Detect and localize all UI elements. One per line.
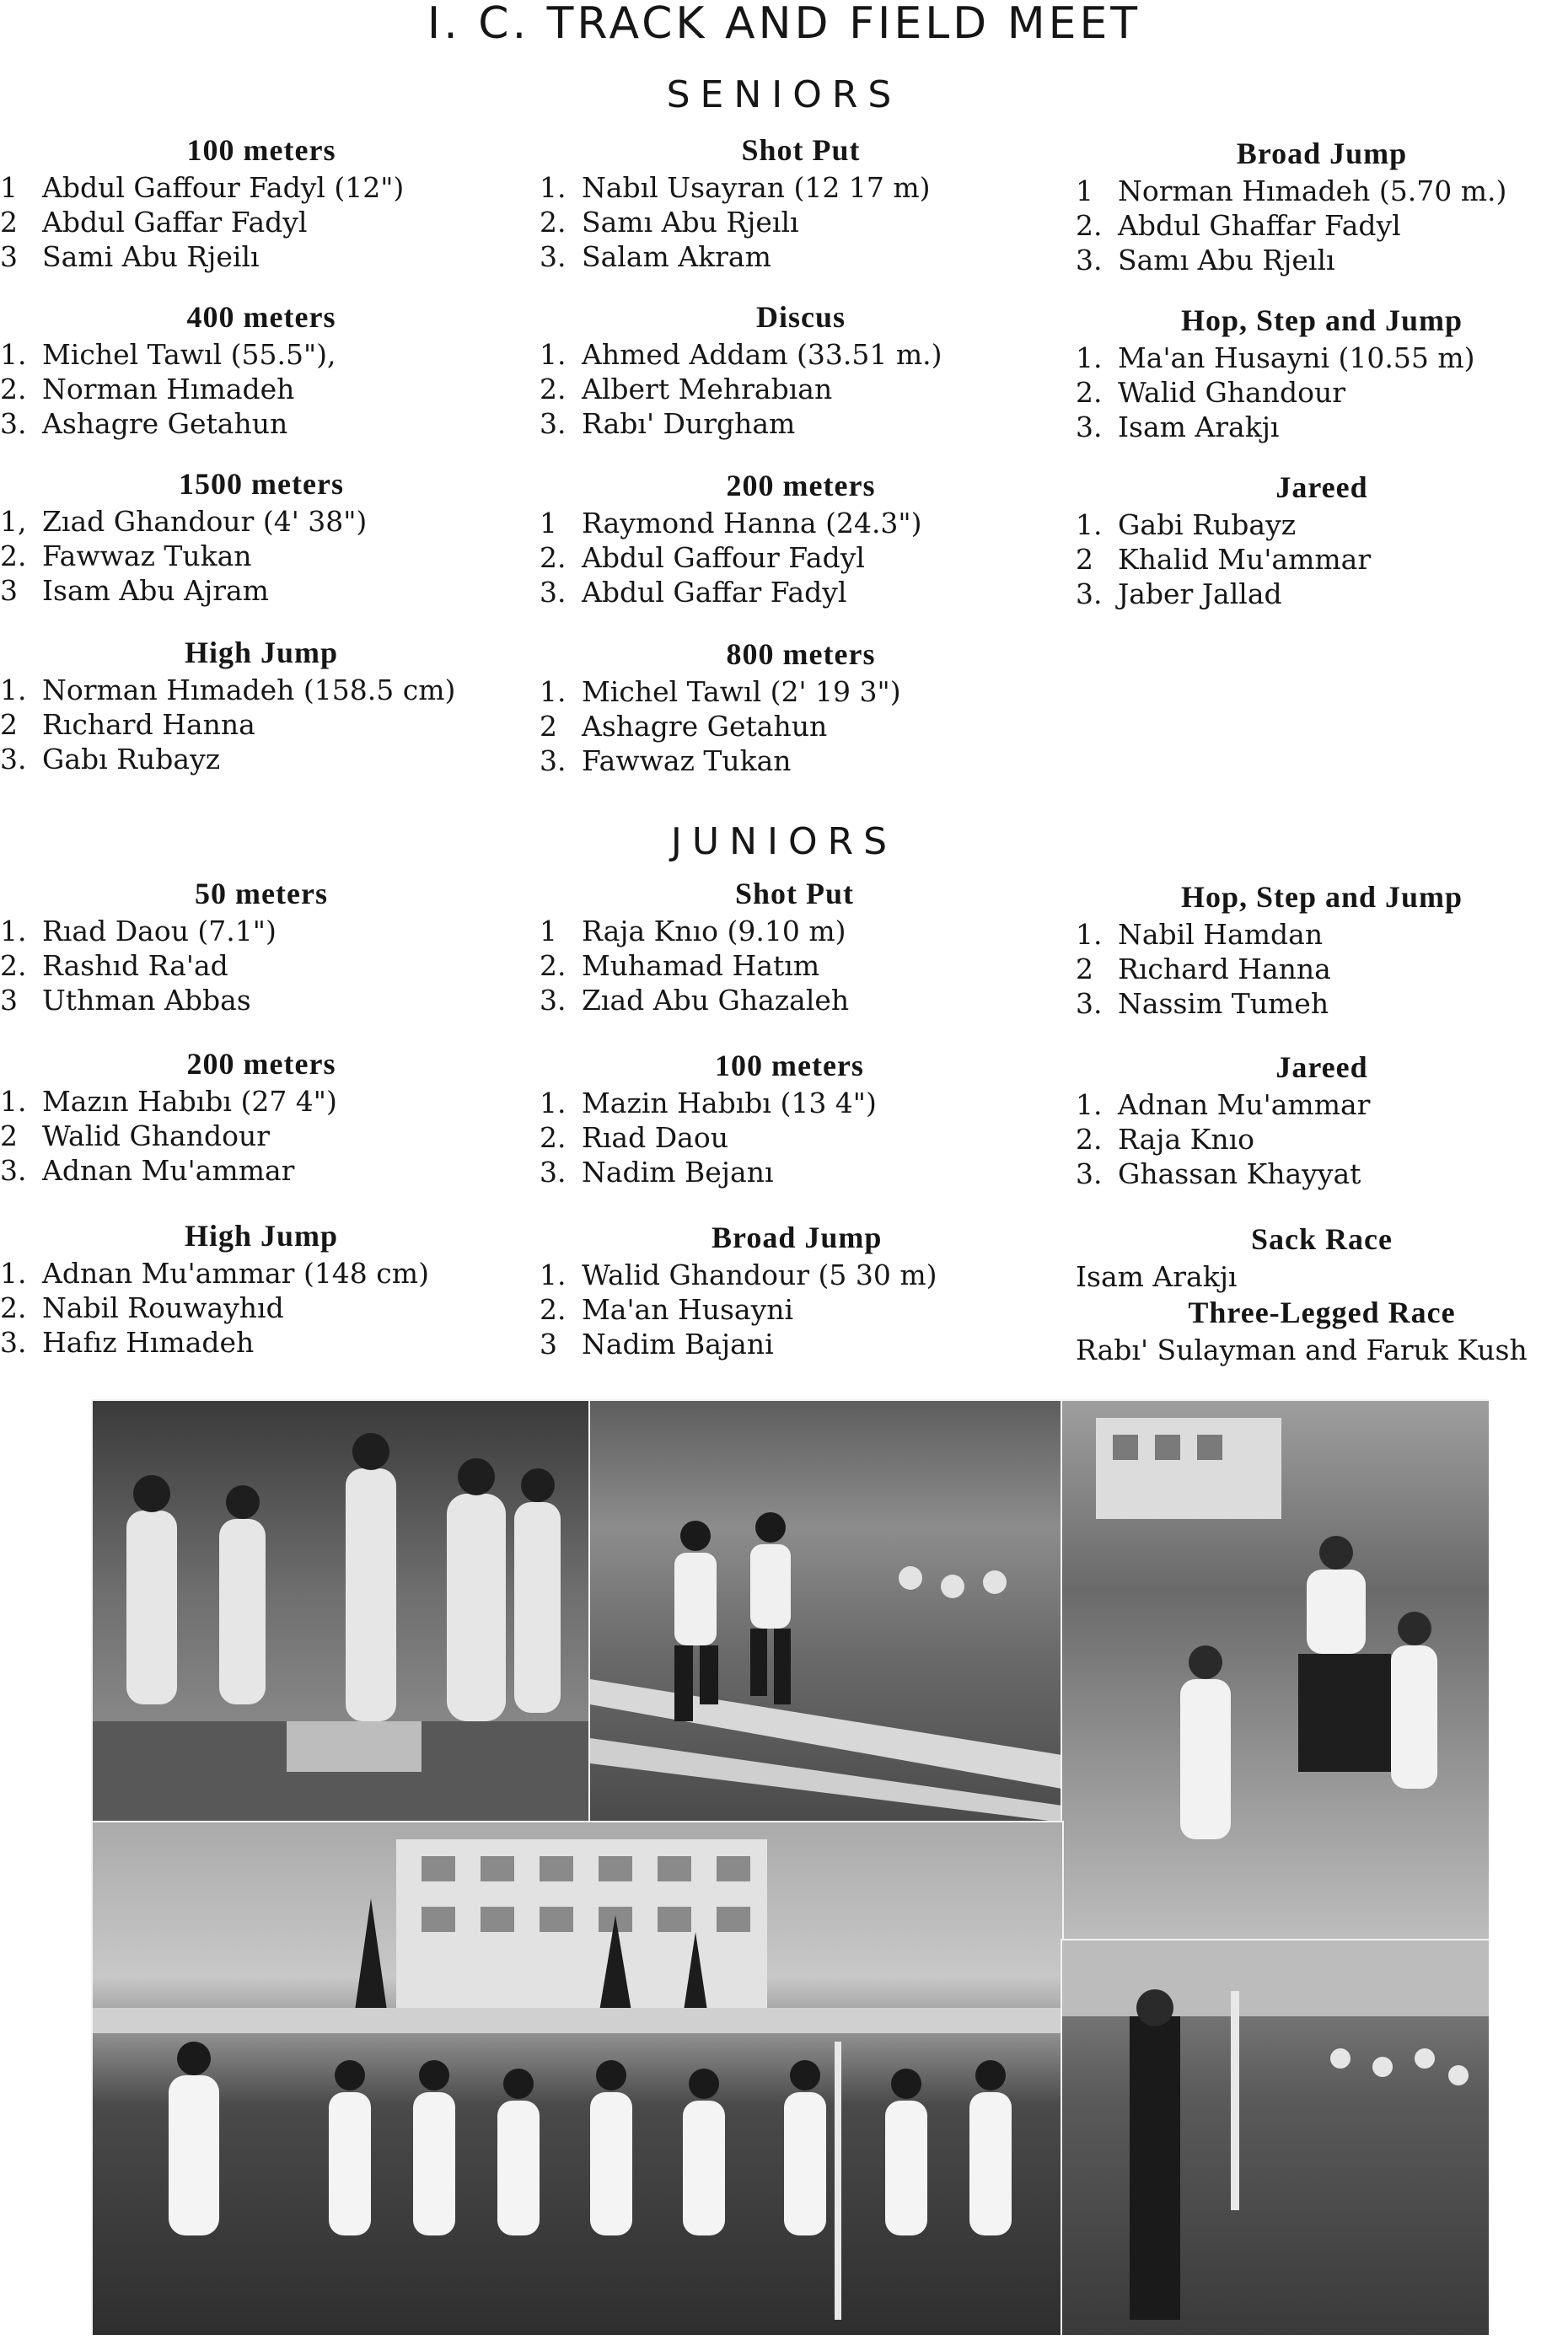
result-row bbox=[1076, 375, 1568, 410]
event-title: 200 meters bbox=[726, 469, 876, 502]
result-row bbox=[0, 170, 523, 205]
athlete-name: Samı Abu Rjeılı bbox=[582, 206, 799, 239]
result-row bbox=[0, 742, 523, 776]
athlete-name: Abdul Gaffour Fadyl (12") bbox=[42, 171, 405, 204]
event-title: High Jump bbox=[184, 1219, 339, 1253]
event-block bbox=[0, 467, 523, 608]
athlete-name: Walid Ghandour bbox=[42, 1119, 271, 1152]
rank: 3. bbox=[0, 743, 27, 776]
rank: 1, bbox=[0, 505, 27, 538]
rank: 2. bbox=[0, 373, 27, 405]
athlete-name: Gabı Rubayz bbox=[42, 743, 221, 776]
rank: 2. bbox=[1076, 1123, 1103, 1156]
result-row bbox=[0, 406, 523, 441]
result-row bbox=[540, 170, 1062, 205]
officials-photo bbox=[91, 1399, 592, 1824]
event-title: 200 meters bbox=[186, 1047, 336, 1081]
event-title: Sack Race bbox=[1251, 1222, 1393, 1256]
athlete-name: Rıad Daou (7.1") bbox=[42, 915, 277, 947]
rank: 1. bbox=[0, 915, 27, 947]
result-row bbox=[0, 337, 523, 372]
result-row bbox=[1076, 507, 1568, 542]
result-row bbox=[1076, 542, 1568, 577]
result-row bbox=[0, 239, 523, 274]
rank: 1. bbox=[540, 171, 567, 204]
athlete-name: Hafız Hımadeh bbox=[42, 1326, 255, 1359]
officials-scene bbox=[93, 1401, 590, 1822]
athlete-name: Michel Tawıl (55.5"), bbox=[42, 338, 336, 371]
athlete-name: Adnan Mu'ammar bbox=[1118, 1088, 1371, 1121]
sack-race-winner: Isam Arakjı bbox=[1076, 1260, 1238, 1293]
athlete-name: Ma'an Husayni bbox=[582, 1293, 794, 1326]
athlete-name: Adnan Mu'ammar (148 cm) bbox=[42, 1257, 429, 1290]
result-row bbox=[1076, 577, 1568, 611]
athlete-name: Nabil Rouwayhıd bbox=[42, 1291, 284, 1324]
rank: 3. bbox=[1076, 411, 1103, 443]
athlete-name: Abdul Ghaffar Fadyl bbox=[1118, 209, 1401, 242]
runners-group-photo bbox=[91, 1821, 1064, 2335]
rank: 1. bbox=[1076, 341, 1103, 374]
podium-scene bbox=[1062, 1401, 1489, 1940]
athlete-name: Raymond Hanna (24.3") bbox=[582, 507, 922, 539]
rank: 1. bbox=[540, 675, 567, 708]
podium-photo bbox=[1061, 1399, 1489, 1942]
result-row bbox=[540, 1292, 1062, 1327]
athlete-name: Nabıl Usayran (12 17 m) bbox=[582, 171, 931, 204]
result-row bbox=[0, 1119, 523, 1153]
event-block bbox=[540, 133, 1062, 274]
result-row bbox=[540, 205, 1062, 239]
event-title: 100 meters bbox=[715, 1049, 864, 1082]
rank: 1. bbox=[1076, 1088, 1103, 1121]
result-row bbox=[0, 914, 523, 948]
event-title: 1500 meters bbox=[179, 467, 344, 501]
result-row bbox=[540, 1086, 1062, 1120]
athlete-name: Zıad Abu Ghazaleh bbox=[582, 984, 850, 1017]
result-row bbox=[540, 337, 1062, 372]
photo-collage bbox=[91, 1399, 1489, 2335]
result-row bbox=[540, 1155, 1062, 1189]
athlete-name: Ma'an Husayni (10.55 m) bbox=[1118, 341, 1475, 374]
result-row bbox=[540, 540, 1062, 575]
rank: 3 bbox=[540, 1328, 557, 1361]
sprinters-scene bbox=[590, 1401, 1062, 1822]
rank: 1. bbox=[0, 674, 27, 706]
athlete-name: Salam Akram bbox=[582, 240, 771, 273]
result-row bbox=[0, 1291, 523, 1325]
athlete-name: Zıad Ghandour (4' 38") bbox=[42, 505, 368, 538]
rank: 2. bbox=[0, 1291, 27, 1324]
result-row bbox=[0, 673, 523, 707]
athlete-name: Ghassan Khayyat bbox=[1118, 1157, 1361, 1190]
athlete-name: Raja Knıo bbox=[1118, 1123, 1255, 1156]
athlete-name: Fawwaz Tukan bbox=[582, 744, 792, 777]
event-block bbox=[0, 1219, 523, 1360]
event-title: Jareed bbox=[1275, 470, 1368, 504]
sprinters-photo bbox=[588, 1399, 1064, 1824]
rank: 2. bbox=[540, 541, 567, 574]
rank: 1. bbox=[540, 1087, 567, 1119]
event-title: 800 meters bbox=[726, 637, 876, 671]
event-title: Shot Put bbox=[735, 877, 855, 910]
athlete-name: Abdul Gaffour Fadyl bbox=[582, 541, 865, 574]
result-row bbox=[540, 1327, 1062, 1361]
athlete-name: Norman Hımadeh bbox=[42, 373, 295, 405]
rank: 1. bbox=[0, 1257, 27, 1290]
rank: 2. bbox=[1076, 209, 1103, 242]
page-title: I. C. TRACK AND FIELD MEET bbox=[427, 0, 1141, 49]
event-title: Broad Jump bbox=[1236, 137, 1408, 170]
athlete-name: Nabil Hamdan bbox=[1118, 918, 1324, 951]
athlete-name: Jaber Jallad bbox=[1118, 577, 1282, 610]
event-title: Discus bbox=[755, 300, 846, 334]
three-legged-race-winner: Rabı' Sulayman and Faruk Kush bbox=[1076, 1334, 1528, 1366]
spectators-photo bbox=[1061, 1939, 1489, 2335]
athlete-name: Muhamad Hatım bbox=[582, 949, 820, 982]
event-block bbox=[0, 300, 523, 441]
rank: 1. bbox=[1076, 508, 1103, 541]
result-row bbox=[540, 983, 1062, 1017]
rank: 3. bbox=[540, 1156, 567, 1189]
event-title: Jareed bbox=[1275, 1050, 1368, 1084]
rank: 3. bbox=[1076, 987, 1103, 1020]
event-block bbox=[540, 1221, 1062, 1361]
result-row bbox=[0, 707, 523, 742]
event-block-races bbox=[1076, 1222, 1568, 1367]
athlete-name: Isam Arakjı bbox=[1118, 411, 1280, 443]
athlete-name: Adnan Mu'ammar bbox=[42, 1154, 295, 1187]
event-title: High Jump bbox=[184, 636, 339, 669]
result-row bbox=[540, 506, 1062, 540]
athlete-name: Norman Hımadeh (158.5 cm) bbox=[42, 674, 456, 706]
result-row bbox=[1076, 986, 1568, 1021]
result-row bbox=[0, 1256, 523, 1291]
athlete-name: Raja Knıo (9.10 m) bbox=[582, 915, 846, 947]
rank: 2. bbox=[1076, 376, 1103, 409]
athlete-name: Isam Abu Ajram bbox=[42, 574, 269, 607]
rank: 3. bbox=[540, 744, 567, 777]
rank: 1 bbox=[540, 915, 557, 947]
result-row bbox=[0, 504, 523, 539]
event-block bbox=[1076, 137, 1568, 277]
rank: 2 bbox=[1076, 953, 1093, 985]
rank: 2 bbox=[0, 206, 18, 239]
rank: 2. bbox=[0, 949, 27, 982]
athlete-name: Rıad Daou bbox=[582, 1121, 728, 1154]
rank: 3. bbox=[540, 407, 567, 440]
rank: 3. bbox=[0, 1154, 27, 1187]
athlete-name: Sami Abu Rjeilı bbox=[42, 240, 260, 273]
athlete-name: Nassim Tumeh bbox=[1118, 987, 1329, 1020]
rank: 2 bbox=[540, 710, 557, 743]
result-row bbox=[540, 674, 1062, 709]
rank: 3. bbox=[0, 407, 27, 440]
rank: 1. bbox=[540, 1259, 567, 1291]
result-row bbox=[540, 743, 1062, 778]
athlete-name: Nadim Bajani bbox=[582, 1328, 774, 1361]
result-row bbox=[540, 575, 1062, 609]
result-row bbox=[1076, 1122, 1568, 1157]
rank: 3 bbox=[0, 574, 18, 607]
result-row bbox=[1076, 174, 1568, 208]
rank: 2 bbox=[1076, 543, 1093, 576]
rank: 3. bbox=[1076, 577, 1103, 610]
event-title: Hop, Step and Jump bbox=[1180, 880, 1463, 914]
rank: 2 bbox=[0, 1119, 18, 1152]
event-title: Shot Put bbox=[741, 133, 861, 167]
athlete-name: Nadim Bejanı bbox=[582, 1156, 774, 1189]
result-row bbox=[0, 983, 523, 1017]
event-block bbox=[1076, 1050, 1568, 1191]
event-block bbox=[0, 636, 523, 776]
result-row bbox=[0, 1084, 523, 1119]
result-row bbox=[540, 914, 1062, 948]
rank: 2. bbox=[540, 373, 567, 405]
result-row bbox=[1076, 208, 1568, 243]
result-row bbox=[1076, 341, 1568, 375]
result-row bbox=[540, 948, 1062, 983]
rank: 3 bbox=[0, 984, 18, 1017]
event-block bbox=[1076, 470, 1568, 611]
result-row bbox=[540, 1120, 1062, 1155]
result-row bbox=[1076, 952, 1568, 986]
athlete-name: Norman Hımadeh (5.70 m.) bbox=[1118, 174, 1507, 207]
athlete-name: Michel Tawıl (2' 19 3") bbox=[582, 675, 901, 708]
result-row bbox=[1076, 917, 1568, 952]
rank: 2. bbox=[540, 1121, 567, 1154]
result-row bbox=[1076, 243, 1568, 277]
athlete-name: Rıchard Hanna bbox=[42, 708, 255, 741]
event-block bbox=[540, 469, 1062, 609]
athlete-name: Uthman Abbas bbox=[42, 984, 251, 1017]
result-row bbox=[0, 205, 523, 239]
event-block bbox=[540, 1049, 1062, 1189]
event-block bbox=[1076, 303, 1568, 444]
athlete-name: Mazin Habıbı (13 4") bbox=[582, 1087, 877, 1119]
rank: 2. bbox=[540, 1293, 567, 1326]
event-block bbox=[540, 300, 1062, 441]
rank: 2. bbox=[0, 539, 27, 572]
athlete-name: Rıchard Hanna bbox=[1118, 953, 1331, 985]
event-title: Three-Legged Race bbox=[1188, 1296, 1456, 1329]
rank: 3. bbox=[540, 576, 567, 609]
athlete-name: Ahmed Addam (33.51 m.) bbox=[582, 338, 942, 371]
result-row bbox=[1076, 1087, 1568, 1122]
athlete-name: Gabi Rubayz bbox=[1118, 508, 1297, 541]
event-block bbox=[0, 877, 523, 1017]
rank: 2 bbox=[0, 708, 18, 741]
event-title: 400 meters bbox=[186, 300, 336, 334]
result-row bbox=[540, 239, 1062, 274]
athlete-name: Abdul Gaffar Fadyl bbox=[42, 206, 308, 239]
rank: 1. bbox=[540, 338, 567, 371]
event-title: Hop, Step and Jump bbox=[1180, 303, 1463, 337]
rank: 1. bbox=[0, 338, 27, 371]
athlete-name: Ashagre Getahun bbox=[582, 710, 828, 743]
rank: 3. bbox=[1076, 244, 1103, 276]
rank: 1. bbox=[1076, 918, 1103, 951]
event-title: 100 meters bbox=[186, 133, 336, 167]
athlete-name: Walid Ghandour bbox=[1118, 376, 1346, 409]
athlete-name: Abdul Gaffar Fadyl bbox=[582, 576, 847, 609]
rank: 1 bbox=[540, 507, 557, 539]
result-row bbox=[0, 539, 523, 573]
athlete-name: Walid Ghandour (5 30 m) bbox=[582, 1259, 937, 1291]
rank: 1 bbox=[0, 171, 18, 204]
event-block bbox=[540, 637, 1062, 778]
rank: 3 bbox=[0, 240, 18, 273]
rank: 2. bbox=[540, 206, 567, 239]
event-block bbox=[540, 877, 1062, 1017]
rank: 3. bbox=[0, 1326, 27, 1359]
seniors-heading: SENIORS bbox=[666, 73, 902, 116]
result-row bbox=[0, 1325, 523, 1360]
athlete-name: Rabı' Durgham bbox=[582, 407, 796, 440]
event-block bbox=[0, 1047, 523, 1188]
result-row bbox=[1076, 410, 1568, 444]
rank: 2. bbox=[540, 949, 567, 982]
result-row bbox=[540, 1258, 1062, 1292]
athlete-name: Khalid Mu'ammar bbox=[1118, 543, 1372, 576]
juniors-heading: JUNIORS bbox=[670, 820, 898, 863]
result-row bbox=[0, 948, 523, 983]
result-row bbox=[540, 709, 1062, 743]
athlete-name: Rashıd Ra'ad bbox=[42, 949, 228, 982]
result-row bbox=[0, 1153, 523, 1188]
athlete-name: Ashagre Getahun bbox=[42, 407, 288, 440]
result-row bbox=[0, 372, 523, 406]
event-block bbox=[0, 133, 523, 274]
athlete-name: Fawwaz Tukan bbox=[42, 539, 252, 572]
athlete-name: Albert Mehrabıan bbox=[582, 373, 833, 405]
rank: 1 bbox=[1076, 174, 1093, 207]
athlete-name: Samı Abu Rjeılı bbox=[1118, 244, 1335, 276]
rank: 1. bbox=[0, 1085, 27, 1118]
result-row bbox=[540, 406, 1062, 441]
spectators-scene bbox=[1062, 1940, 1489, 2335]
result-row bbox=[540, 372, 1062, 406]
rank: 3. bbox=[540, 984, 567, 1017]
runners-group-scene bbox=[93, 1822, 1062, 2335]
result-row bbox=[0, 573, 523, 608]
rank: 3. bbox=[540, 240, 567, 273]
event-title: 50 meters bbox=[195, 877, 328, 910]
athlete-name: Mazın Habıbı (27 4") bbox=[42, 1085, 337, 1118]
event-block bbox=[1076, 880, 1568, 1021]
rank: 3. bbox=[1076, 1157, 1103, 1190]
result-row bbox=[1076, 1157, 1568, 1191]
event-title: Broad Jump bbox=[712, 1221, 883, 1254]
